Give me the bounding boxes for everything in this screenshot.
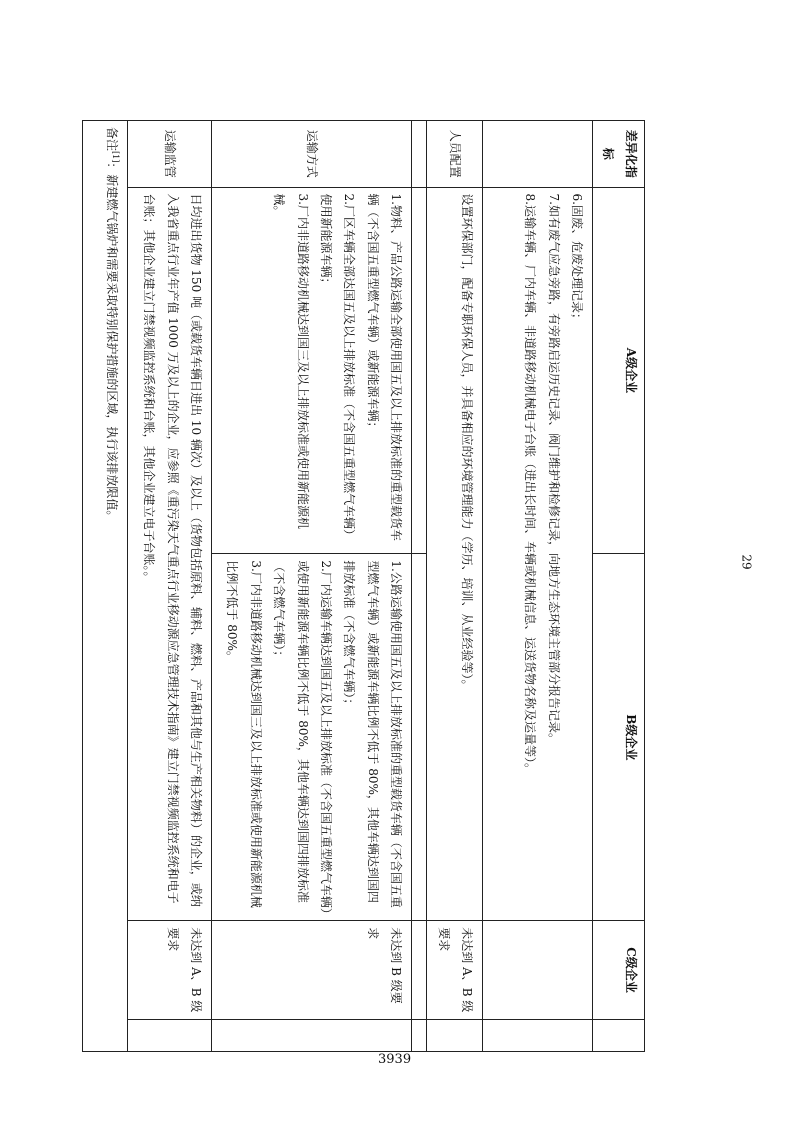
page-number-bottom: 3939 [378, 1052, 412, 1067]
a-item: 1.物料、产品公路运输全部使用国五及以上排放标准的重型载货车辆（不含国五重型燃气车辆）或新能源车辆； [365, 193, 404, 541]
note-cell [83, 121, 128, 1052]
header-row [593, 121, 645, 1052]
transport-mode-blank [212, 1019, 412, 1051]
row-transport-monitoring [128, 121, 212, 1052]
gap-cell [412, 1019, 427, 1051]
transport-monitoring-label: 运输监管 [128, 121, 212, 188]
transport-mode-b [212, 554, 412, 921]
differentiation-table [82, 120, 645, 1052]
transport-monitoring-ab: 日均进出货物 150 吨（或载货车辆日进出 10 辆次）及以上（货物包括原料、辅料、燃料、产品和其他与生产相关物料）的企业，或纳入我省重点行业年产值 1000 万及以上的企业，应参照《重污染天气重点行业移动源应急管理技术指南》建立门禁视频监控系统和电子台账；其他企业建立门禁视频监控系统和台账，其他企业建立电子台账。。 [128, 187, 212, 921]
row-continued [483, 121, 593, 1052]
transport-mode-label: 运输方式 [212, 121, 412, 188]
record-line: 8.运输车辆、厂内车辆、非道路移动机械电子台账（进出长时间、车辆或机械信息、运送货物名称及运量等）。 [523, 193, 538, 775]
header-b-level: B级企业 [593, 554, 645, 921]
note-text: ：新建燃气锅炉和需要采取特别保护措施的区域，执行该排放限值。 [105, 162, 120, 523]
transport-monitoring-c: 未达到 A、B 级要求 [128, 921, 212, 1020]
b-item: 3.厂内非道路移动机械达到国三及以上排放标准或使用新能源机械比例不低于 80%。 [225, 560, 263, 908]
personnel-c: 未达到 A、B 级要求 [427, 921, 483, 1020]
gap-cell [412, 187, 427, 554]
a-item: 2.厂区车辆全部达国五及以上排放标准（不含国五重型燃气车辆）使用新能源车辆； [319, 193, 357, 541]
header-c-level: C级企业 [593, 921, 645, 1020]
personnel-blank [427, 1019, 483, 1051]
personnel-ab: 设置环保部门，配备专职环保人员，并具备相应的环境管理能力（学历、培训、从业经验等）。 [427, 187, 483, 921]
transport-mode-c: 未达到 B 级要求 [212, 921, 412, 1020]
a-item: 3.厂内非道路移动机械达到国三及以上排放标准或使用新能源机械。 [272, 193, 310, 529]
b-item: 2.厂内运输车辆达到国五及以上排放标准（不含国五重型燃气车辆）或使用新能源车辆比例不低于 80%，其他车辆达到国四排放标准（不含燃气车辆）； [272, 560, 334, 914]
record-line: 7.如有废气应急旁路，有旁路启运历史记录、阀门维护和检修记录，向地方生态环境主管部分报告记录。 [546, 193, 561, 745]
gap-cell [412, 554, 427, 921]
record-line: 6.固废、危废处理记录； [570, 193, 585, 325]
personnel-label: 人员配置 [427, 121, 483, 188]
note-label: 备注 [105, 127, 120, 152]
row-transport-mode [212, 121, 412, 1052]
gap-row [412, 121, 427, 1052]
header-indicator: 差异化指标 [593, 121, 645, 188]
gap-cell [412, 121, 427, 188]
header-blank [593, 1019, 645, 1051]
gap-cell [412, 921, 427, 1020]
rotated-table-wrapper [105, 120, 645, 1052]
continued-blank [483, 1019, 593, 1051]
continued-c [483, 921, 593, 1020]
page-number-rotated: 29 [739, 554, 754, 570]
transport-monitoring-blank [128, 1019, 212, 1051]
note-marker: [1] [111, 151, 121, 163]
b-item: 1.公路运输使用国五及以上排放标准的重型载货车辆（不含国五重型燃气车辆）或新能源车辆比例不低于 80%，其他车辆达到国四排放标准（不含燃气车辆）； [342, 560, 404, 908]
row-note [83, 121, 128, 1052]
row-personnel [427, 121, 483, 1052]
continued-label [483, 121, 593, 188]
transport-mode-a [212, 187, 412, 554]
header-a-level: A级企业 [593, 187, 645, 554]
continued-records [483, 187, 593, 921]
